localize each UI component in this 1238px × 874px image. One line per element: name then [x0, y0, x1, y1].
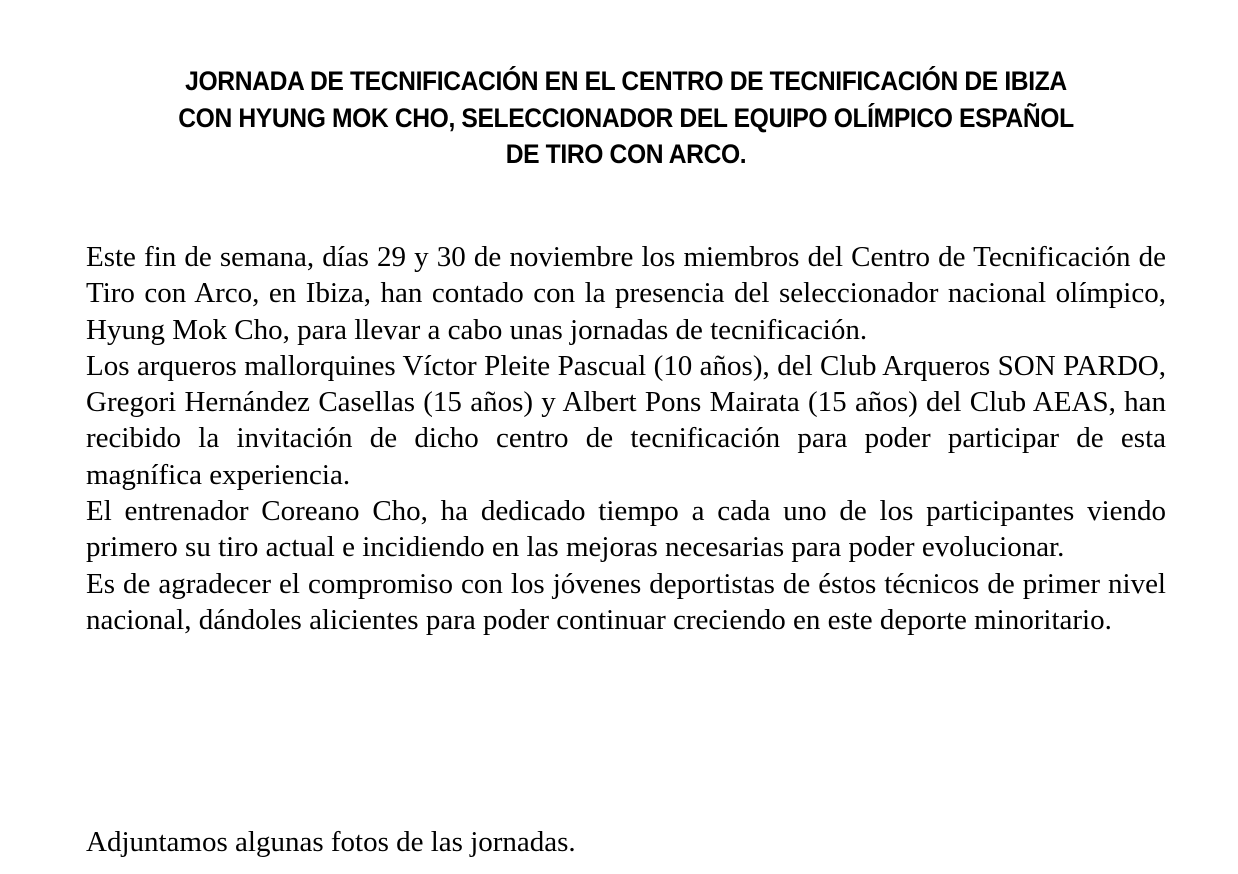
- title-line-3: DE TIRO CON ARCO.: [505, 139, 747, 169]
- title-line-2: CON HYUNG MOK CHO, SELECCIONADOR DEL EQUIPO OLÍMPICO ESPAÑOL: [178, 102, 1074, 133]
- title-line-1: JORNADA DE TECNIFICACIÓN EN EL CENTRO DE TECNIFICACIÓN DE IBIZA: [185, 66, 1067, 96]
- paragraph-acknowledgement: Es de agradecer el compromiso con los jóvenes deportistas de éstos técnicos de primer nivel nacional, dándoles alicientes para poder continuar creciendo en este deporte minoritario.: [86, 567, 1166, 636]
- paragraph-event-summary: Este fin de semana, días 29 y 30 de noviembre los miembros del Centro de Tecnificación de Tiro con Arco, en Ibiza, han contado con la presencia del seleccionador nacional olímpico, Hyung Mok Cho, para llevar a cabo unas jornadas de tecnificación.: [86, 241, 1166, 346]
- paragraph-coach-work: El entrenador Coreano Cho, ha dedicado tiempo a cada uno de los participantes viendo primero su tiro actual e incidiendo en las mejoras necesarias para poder evolucionar.: [86, 495, 1166, 564]
- closing-line: Adjuntamos algunas fotos de las jornadas.: [86, 826, 576, 858]
- document-title: [124, 63, 1128, 173]
- paragraph-archers-invited: Los arqueros mallorquines Víctor Pleite Pascual (10 años), del Club Arqueros SON PARDO, Gregori Hernández Casellas (15 años) y Albert Pons Mairata (15 años) del Club AEAS, han recibido la invitación de dicho centro de tecnificación para poder participar de esta magnífica experiencia.: [86, 349, 1166, 491]
- document-body: [86, 239, 1166, 638]
